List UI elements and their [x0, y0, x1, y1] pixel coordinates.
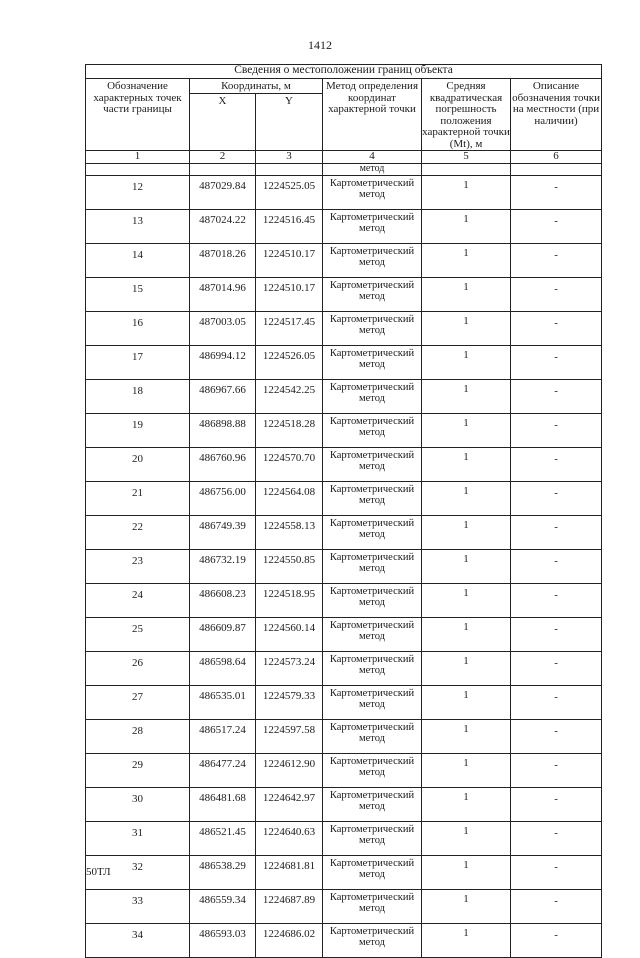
- description-cell: -: [511, 210, 602, 244]
- coordinate-y: 1224681.81: [256, 856, 323, 890]
- table-row: [86, 516, 602, 550]
- header-designation: Обозначение характерных точек части границы: [86, 79, 190, 151]
- continuation-text: метод: [323, 164, 422, 176]
- method-cell: Картометрический метод: [323, 618, 422, 652]
- point-number: 20: [86, 448, 190, 482]
- description-cell: -: [511, 686, 602, 720]
- method-cell: Картометрический метод: [323, 822, 422, 856]
- method-cell: Картометрический метод: [323, 346, 422, 380]
- table-row: [86, 312, 602, 346]
- error-cell: 1: [422, 516, 511, 550]
- table-row: [86, 482, 602, 516]
- description-cell: -: [511, 516, 602, 550]
- coordinate-y: 1224597.58: [256, 720, 323, 754]
- header-x: X: [190, 94, 256, 151]
- point-number: 22: [86, 516, 190, 550]
- error-cell: 1: [422, 244, 511, 278]
- point-number: 18: [86, 380, 190, 414]
- coordinate-x: 486535.01: [190, 686, 256, 720]
- coordinate-y: 1224642.97: [256, 788, 323, 822]
- header-description: Описание обозначения точки на местности (при наличии): [511, 79, 602, 151]
- method-cell: Картометрический метод: [323, 312, 422, 346]
- description-cell: -: [511, 890, 602, 924]
- header-error: Средняя квадратическая погрешность положения характерной точки (Mt), м: [422, 80, 510, 150]
- error-cell: 1: [422, 754, 511, 788]
- table-title: Сведения о местоположении границ объекта: [86, 65, 602, 79]
- error-cell: 1: [422, 176, 511, 210]
- point-number: 15: [86, 278, 190, 312]
- coordinate-y: 1224579.33: [256, 686, 323, 720]
- description-cell: -: [511, 448, 602, 482]
- error-cell: 1: [422, 686, 511, 720]
- error-cell: 1: [422, 448, 511, 482]
- description-cell: -: [511, 278, 602, 312]
- footer-code: 50ТЛ: [86, 866, 111, 878]
- continuation-row: [86, 164, 602, 176]
- method-cell: Картометрический метод: [323, 210, 422, 244]
- table-row: [86, 890, 602, 924]
- error-cell: 1: [422, 822, 511, 856]
- method-cell: Картометрический метод: [323, 754, 422, 788]
- table-row: [86, 550, 602, 584]
- header-y: Y: [256, 94, 323, 151]
- error-cell: 1: [422, 890, 511, 924]
- table-row: [86, 686, 602, 720]
- method-cell: Картометрический метод: [323, 516, 422, 550]
- coordinate-x: 487024.22: [190, 210, 256, 244]
- coordinate-y: 1224558.13: [256, 516, 323, 550]
- method-cell: Картометрический метод: [323, 380, 422, 414]
- boundary-coordinates-table: [85, 64, 602, 958]
- method-cell: Картометрический метод: [323, 448, 422, 482]
- coordinate-y: 1224550.85: [256, 550, 323, 584]
- error-cell: 1: [422, 618, 511, 652]
- table-row: [86, 856, 602, 890]
- point-number: 19: [86, 414, 190, 448]
- coordinate-x: 486517.24: [190, 720, 256, 754]
- coordinate-y: 1224510.17: [256, 278, 323, 312]
- method-cell: Картометрический метод: [323, 244, 422, 278]
- coordinate-x: 486756.00: [190, 482, 256, 516]
- point-number: 31: [86, 822, 190, 856]
- coordinate-x: 486760.96: [190, 448, 256, 482]
- table-row: [86, 754, 602, 788]
- point-number: 32: [86, 856, 190, 890]
- coordinate-y: 1224510.17: [256, 244, 323, 278]
- description-cell: -: [511, 244, 602, 278]
- point-number: 16: [86, 312, 190, 346]
- header-coordinates: Координаты, м: [190, 79, 323, 94]
- table-row: [86, 380, 602, 414]
- error-cell: 1: [422, 856, 511, 890]
- error-cell: 1: [422, 346, 511, 380]
- error-cell: 1: [422, 380, 511, 414]
- table-row: [86, 414, 602, 448]
- method-cell: Картометрический метод: [323, 584, 422, 618]
- coordinate-x: 486609.87: [190, 618, 256, 652]
- coordinate-y: 1224570.70: [256, 448, 323, 482]
- description-cell: -: [511, 788, 602, 822]
- method-cell: Картометрический метод: [323, 890, 422, 924]
- method-cell: Картометрический метод: [323, 550, 422, 584]
- description-cell: -: [511, 346, 602, 380]
- coordinate-y: 1224686.02: [256, 924, 323, 958]
- table-row: [86, 176, 602, 210]
- table-row: [86, 652, 602, 686]
- coordinate-y: 1224687.89: [256, 890, 323, 924]
- description-cell: -: [511, 312, 602, 346]
- coordinate-y: 1224517.45: [256, 312, 323, 346]
- error-cell: 1: [422, 550, 511, 584]
- column-number: 3: [256, 151, 323, 164]
- table-row: [86, 346, 602, 380]
- coordinate-x: 486898.88: [190, 414, 256, 448]
- table-row: [86, 822, 602, 856]
- coordinate-y: 1224640.63: [256, 822, 323, 856]
- table-row: [86, 788, 602, 822]
- coordinate-x: 486521.45: [190, 822, 256, 856]
- header-method: Метод определения координат характерной точки: [323, 79, 422, 151]
- error-cell: 1: [422, 312, 511, 346]
- error-cell: 1: [422, 210, 511, 244]
- description-cell: -: [511, 550, 602, 584]
- method-cell: Картометрический метод: [323, 278, 422, 312]
- coordinate-x: 487029.84: [190, 176, 256, 210]
- error-cell: 1: [422, 414, 511, 448]
- point-number: 30: [86, 788, 190, 822]
- point-number: 21: [86, 482, 190, 516]
- method-cell: Картометрический метод: [323, 652, 422, 686]
- coordinate-y: 1224526.05: [256, 346, 323, 380]
- coordinate-x: 486598.64: [190, 652, 256, 686]
- point-number: 27: [86, 686, 190, 720]
- description-cell: -: [511, 822, 602, 856]
- coordinate-x: 486994.12: [190, 346, 256, 380]
- coordinate-x: 486559.34: [190, 890, 256, 924]
- point-number: 23: [86, 550, 190, 584]
- description-cell: -: [511, 754, 602, 788]
- description-cell: -: [511, 924, 602, 958]
- coordinate-x: 487014.96: [190, 278, 256, 312]
- coordinate-x: 486593.03: [190, 924, 256, 958]
- error-cell: 1: [422, 924, 511, 958]
- point-number: 28: [86, 720, 190, 754]
- point-number: 13: [86, 210, 190, 244]
- point-number: 29: [86, 754, 190, 788]
- point-number: 12: [86, 176, 190, 210]
- description-cell: -: [511, 176, 602, 210]
- description-cell: -: [511, 618, 602, 652]
- point-number: 14: [86, 244, 190, 278]
- error-cell: 1: [422, 584, 511, 618]
- column-number-row: [86, 151, 602, 164]
- error-cell: 1: [422, 788, 511, 822]
- table-row: [86, 244, 602, 278]
- description-cell: -: [511, 380, 602, 414]
- method-cell: Картометрический метод: [323, 720, 422, 754]
- coordinate-y: 1224525.05: [256, 176, 323, 210]
- coordinate-y: 1224518.28: [256, 414, 323, 448]
- table-row: [86, 618, 602, 652]
- description-cell: -: [511, 414, 602, 448]
- point-number: 26: [86, 652, 190, 686]
- method-cell: Картометрический метод: [323, 414, 422, 448]
- column-number: 6: [511, 151, 602, 164]
- table-row: [86, 584, 602, 618]
- method-cell: Картометрический метод: [323, 924, 422, 958]
- coordinate-x: 486538.29: [190, 856, 256, 890]
- coordinate-x: 486477.24: [190, 754, 256, 788]
- table-row: [86, 448, 602, 482]
- description-cell: -: [511, 652, 602, 686]
- point-number: 25: [86, 618, 190, 652]
- coordinate-x: 487003.05: [190, 312, 256, 346]
- table-row: [86, 278, 602, 312]
- table-row: [86, 210, 602, 244]
- column-number: 5: [422, 151, 511, 164]
- description-cell: -: [511, 856, 602, 890]
- description-cell: -: [511, 584, 602, 618]
- coordinate-y: 1224560.14: [256, 618, 323, 652]
- coordinate-y: 1224612.90: [256, 754, 323, 788]
- coordinate-x: 486481.68: [190, 788, 256, 822]
- table-row: [86, 924, 602, 958]
- coordinate-x: 486967.66: [190, 380, 256, 414]
- point-number: 17: [86, 346, 190, 380]
- table-row: [86, 720, 602, 754]
- method-cell: Картометрический метод: [323, 856, 422, 890]
- method-cell: Картометрический метод: [323, 686, 422, 720]
- method-cell: Картометрический метод: [323, 482, 422, 516]
- column-number: 2: [190, 151, 256, 164]
- description-cell: -: [511, 720, 602, 754]
- coordinate-y: 1224564.08: [256, 482, 323, 516]
- method-cell: Картометрический метод: [323, 788, 422, 822]
- page-number: 1412: [308, 38, 332, 52]
- coordinate-y: 1224573.24: [256, 652, 323, 686]
- method-cell: Картометрический метод: [323, 176, 422, 210]
- error-cell: 1: [422, 652, 511, 686]
- coordinate-x: 487018.26: [190, 244, 256, 278]
- coordinate-x: 486608.23: [190, 584, 256, 618]
- description-cell: -: [511, 482, 602, 516]
- coordinate-y: 1224516.45: [256, 210, 323, 244]
- point-number: 33: [86, 890, 190, 924]
- error-cell: 1: [422, 278, 511, 312]
- coordinate-x: 486732.19: [190, 550, 256, 584]
- coordinate-y: 1224542.25: [256, 380, 323, 414]
- column-number: 4: [323, 151, 422, 164]
- point-number: 24: [86, 584, 190, 618]
- point-number: 34: [86, 924, 190, 958]
- column-number: 1: [86, 151, 190, 164]
- coordinate-x: 486749.39: [190, 516, 256, 550]
- error-cell: 1: [422, 482, 511, 516]
- error-cell: 1: [422, 720, 511, 754]
- coordinate-y: 1224518.95: [256, 584, 323, 618]
